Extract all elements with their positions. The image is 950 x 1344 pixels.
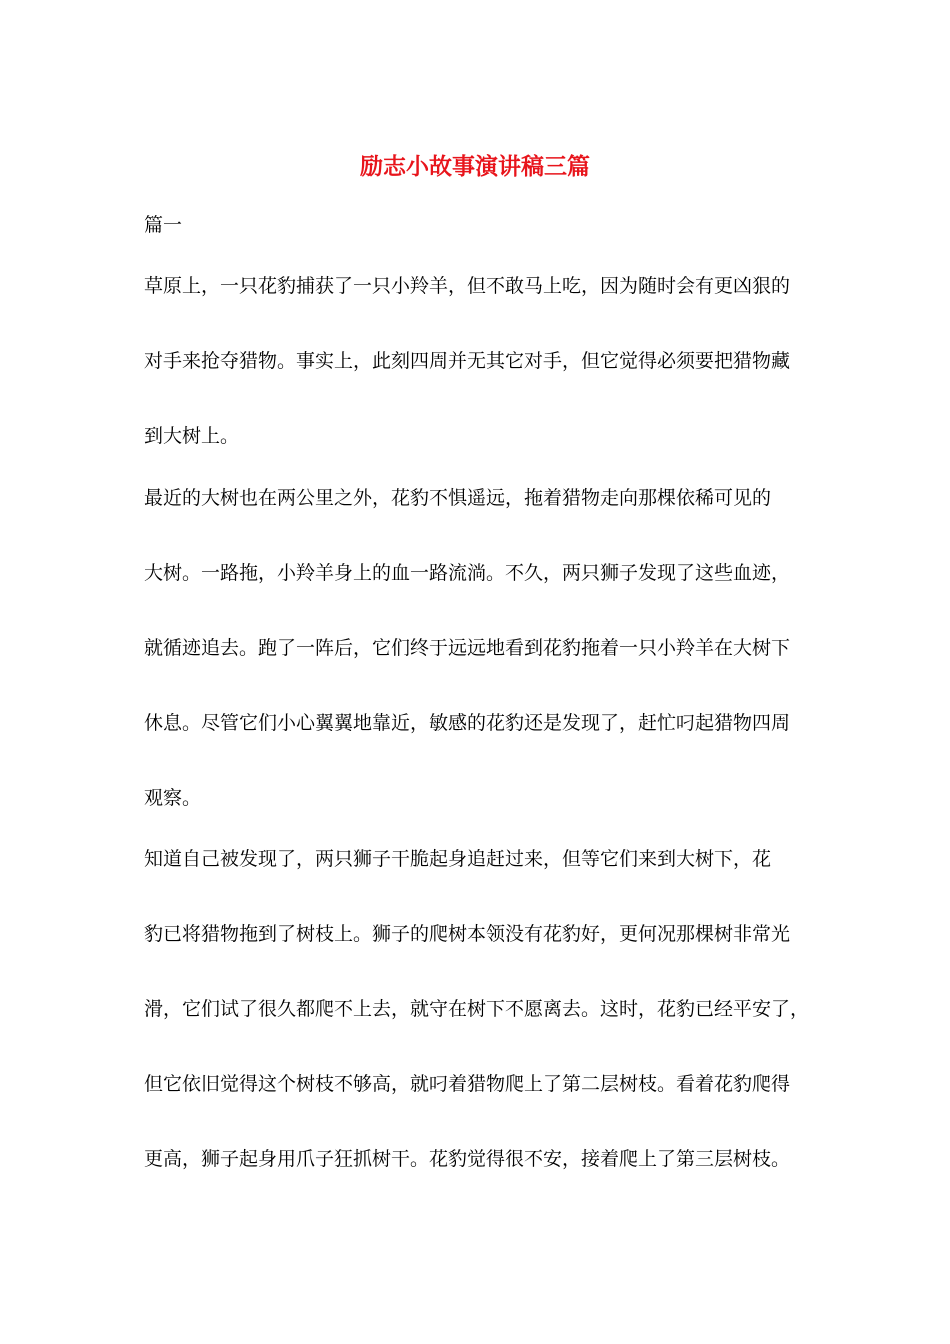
body-line: 到大树上。	[144, 425, 240, 447]
body-line: 知道自己被发现了，两只狮子干脆起身追赶过来，但等它们来到大树下，花	[144, 848, 772, 870]
body-line: 草原上，一只花豹捕获了一只小羚羊，但不敢马上吃，因为随时会有更凶狠的	[144, 275, 791, 297]
body-line: 但它依旧觉得这个树枝不够高，就叼着猎物爬上了第二层树枝。看着花豹爬得	[144, 1073, 791, 1095]
section-heading: 篇一	[144, 214, 183, 236]
body-line: 大树。一路拖，小羚羊身上的血一路流淌。不久，两只狮子发现了这些血迹，	[144, 562, 791, 584]
body-line: 更高，狮子起身用爪子狂抓树干。花豹觉得很不安，接着爬上了第三层树枝。	[144, 1148, 791, 1170]
body-line: 对手来抢夺猎物。事实上，此刻四周并无其它对手，但它觉得必须要把猎物藏	[144, 350, 791, 372]
body-line: 最近的大树也在两公里之外，花豹不惧遥远，拖着猎物走向那棵依稀可见的	[144, 487, 772, 509]
body-line: 观察。	[144, 787, 202, 809]
document-title: 励志小故事演讲稿三篇	[360, 154, 590, 180]
body-line: 休息。尽管它们小心翼翼地靠近，敏感的花豹还是发现了，赶忙叼起猎物四周	[144, 712, 791, 734]
body-line: 就循迹追去。跑了一阵后，它们终于远远地看到花豹拖着一只小羚羊在大树下	[144, 637, 791, 659]
body-line: 滑，它们试了很久都爬不上去，就守在树下不愿离去。这时，花豹已经平安了，	[144, 998, 810, 1020]
body-line: 豹已将猎物拖到了树枝上。狮子的爬树本领没有花豹好，更何况那棵树非常光	[144, 923, 791, 945]
